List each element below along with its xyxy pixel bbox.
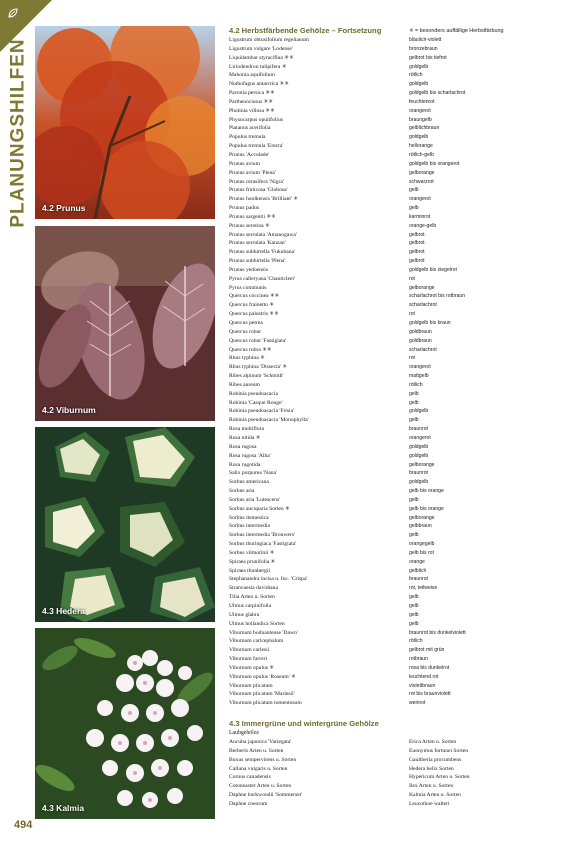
table-row	[229, 328, 569, 337]
table-row	[229, 266, 569, 275]
plant-detail: goldbraun	[409, 337, 432, 344]
plant-name: Quercus robur 'Fastigiata'	[229, 337, 287, 344]
table-row	[229, 275, 569, 284]
plant-detail: braunrot	[409, 426, 428, 433]
sidebar-title-wrapper	[6, 38, 32, 228]
plant-detail: orange	[409, 558, 425, 565]
plant-name: Calluna vulgaris u. Sorten	[229, 765, 288, 772]
plant-detail: goldgelb bis ziegelrot	[409, 266, 457, 273]
plant-name: Parthenocissus ✳✳	[229, 98, 274, 105]
table-row	[229, 434, 569, 443]
plant-detail: gelb	[409, 187, 419, 194]
plant-detail: gelb	[409, 603, 419, 609]
plant-detail: gelb	[409, 532, 419, 539]
photo-hedera	[35, 427, 215, 622]
table-row	[229, 160, 569, 169]
plant-detail: gelbrot	[409, 231, 425, 238]
table-row	[229, 337, 569, 346]
table-row	[229, 133, 569, 142]
table-row	[229, 354, 569, 363]
plant-detail: gelbrot	[409, 240, 425, 247]
plant-detail: rötlich	[409, 381, 423, 388]
table-row	[229, 522, 569, 531]
plant-detail: goldgelb bis orangerot	[409, 160, 460, 167]
plant-detail: Ilex Arten u. Sorten	[409, 783, 454, 790]
plant-name: Sorbus thuringiaca 'Fastigiata'	[229, 541, 297, 548]
table-row	[229, 71, 569, 80]
table-row	[229, 399, 569, 408]
table-row	[229, 346, 569, 355]
plant-name: Populus tremula 'Erecta'	[229, 143, 284, 150]
section2-subheading: Laubgehölze	[229, 730, 259, 737]
plant-name: Prunus serrulata 'Kanzan'	[229, 240, 286, 247]
plant-detail: bläulich-violett	[409, 37, 442, 43]
table-row	[229, 791, 569, 800]
plant-name: Rhus typhina 'Dissecta' ✳	[229, 364, 288, 371]
plant-detail: gelb	[409, 417, 419, 424]
plant-detail: braungelb	[409, 116, 432, 123]
table-row	[229, 151, 569, 160]
plant-detail: orange-gelb	[409, 222, 437, 229]
plant-name: Rosa rugosa 'Alba'	[229, 452, 271, 459]
plant-name: Viburnum carlesii	[229, 647, 270, 654]
plant-detail: rötlich	[409, 638, 423, 645]
plant-detail: orangerot	[409, 107, 431, 114]
photo-kalmia	[35, 628, 215, 819]
plant-detail: leuchtend rot	[409, 673, 439, 680]
plant-detail: karminrot	[409, 213, 431, 220]
table-row	[229, 213, 569, 222]
plant-detail: rötlich	[409, 72, 423, 79]
table-row	[229, 611, 569, 620]
photo-prunus	[35, 26, 215, 219]
table-row	[229, 107, 569, 116]
plant-name: Viburnum plicatum 'Mariesii'	[229, 691, 295, 698]
plant-name: Prunus yedoensis	[229, 266, 269, 273]
plant-name: Cornus canadensis	[229, 774, 271, 781]
table-row	[229, 195, 569, 204]
table-row	[229, 487, 569, 496]
table-row	[229, 248, 569, 257]
plant-name: Platanus acerifolia	[229, 125, 271, 132]
plant-name: Physocarpus opulifolius	[229, 116, 283, 123]
plant-name: Ligustrum vulgare 'Lodense'	[229, 45, 293, 52]
plant-name: Ulmus hollandica Sorten	[229, 620, 285, 627]
plant-name: Prunus cerasifera 'Nigra'	[229, 178, 284, 185]
photo-caption: 4.3 Hedera	[42, 606, 85, 616]
plant-detail: violettbraun	[409, 682, 436, 689]
table-row	[229, 80, 569, 89]
table-row	[229, 381, 569, 390]
plant-detail: gelb	[409, 496, 419, 503]
plant-detail: gelborange	[409, 169, 435, 176]
photo-caption: 4.2 Prunus	[42, 203, 86, 213]
plant-name: Quercus rubra ✳✳	[229, 346, 272, 353]
section2-heading: 4.3 Immergrüne und wintergrüne Gehölze	[229, 719, 379, 729]
plant-name: Rosa rugotida	[229, 461, 261, 468]
plant-detail: goldgelb	[409, 63, 429, 70]
photo-viburnum-image	[35, 226, 215, 421]
plant-name: Pyrus calleryana 'Chanticleer'	[229, 275, 296, 282]
plant-detail: Leucothoe walteri	[409, 800, 450, 807]
plant-name: Viburnum opulus ✳	[229, 664, 275, 671]
photo-prunus-image	[35, 26, 215, 219]
plant-name: Viburnum plicatum	[229, 682, 273, 689]
table-row	[229, 558, 569, 567]
plant-name: Sorbus vilmorinii ✳	[229, 549, 275, 556]
photo-caption: 4.2 Viburnum	[42, 405, 96, 415]
plant-name: Sorbus aria 'Lutescens'	[229, 496, 281, 503]
plant-name: Rhus typhina ✳	[229, 355, 265, 362]
plant-detail: goldgelb	[409, 134, 429, 141]
table-row	[229, 45, 569, 54]
plant-name: Viburnum opulus 'Roseum' ✳	[229, 673, 296, 680]
table-row	[229, 747, 569, 756]
plant-name: Tilia Arten u. Sorten	[229, 594, 275, 601]
plant-detail: gelbrot	[409, 258, 425, 265]
plant-detail: braunrot	[409, 576, 428, 583]
plant-name: Sorbus aucuparia Sorten ✳	[229, 505, 290, 512]
plant-name: Liriodendron tulipifera ✳	[229, 63, 287, 70]
plant-detail: rot	[409, 311, 415, 318]
plant-detail: gelb	[409, 399, 419, 406]
table-row	[229, 36, 569, 45]
plant-detail: bronzebraun	[409, 45, 438, 52]
plant-name: Stranvaesia davidiana	[229, 585, 278, 592]
plant-detail: rotbraun	[409, 656, 428, 663]
plant-detail: gelbbraun	[409, 523, 432, 530]
plant-name: Quercus frainetto ✳	[229, 302, 275, 309]
plant-detail: orangerot	[409, 196, 431, 203]
table-row	[229, 756, 569, 765]
plant-detail: gelborange	[409, 461, 435, 468]
sidebar-title: PLANUNGSHILFEN	[8, 38, 30, 228]
plant-name: Photinia villosa ✳✳	[229, 107, 275, 114]
legend-note: ✳ = besonders auffällige Herbstfärbung	[409, 28, 504, 34]
plant-name: Nothofagus antarctica ✳✳	[229, 81, 290, 88]
plant-name: Spiraea prunifolia ✳	[229, 558, 276, 565]
plant-detail: rot bis braunviolett	[409, 691, 451, 698]
plant-name: Ulmus carpinifolia	[229, 603, 272, 609]
table-row	[229, 310, 569, 319]
table-row	[229, 407, 569, 416]
plant-detail: braunrot bis dunkelviolett	[409, 629, 466, 636]
plant-name: Buxus sempervirens u. Sorten	[229, 756, 297, 763]
table-row	[229, 390, 569, 399]
plant-name: Ulmus glabra	[229, 611, 260, 618]
table-row	[229, 782, 569, 791]
plant-name: Sorbus americana	[229, 479, 269, 486]
plant-detail: goldgelb bis braun	[409, 320, 451, 326]
plant-detail: Hedera helix Sorten	[409, 765, 454, 772]
table-row	[229, 673, 569, 682]
plant-name: Ligustrum obtusifolium regelianum	[229, 37, 309, 43]
table-row	[229, 425, 569, 434]
plant-name: Prunus hoolkensis 'Brilliant' ✳	[229, 196, 299, 203]
table-row	[229, 549, 569, 558]
plant-name: Sorbus aria	[229, 488, 255, 495]
plant-detail: gelbrot	[409, 249, 425, 256]
table-row	[229, 169, 569, 178]
table-row	[229, 602, 569, 611]
plant-detail: rot	[409, 275, 415, 282]
table-row	[229, 89, 569, 98]
table-row	[229, 593, 569, 602]
plant-name: Sorbus domestica	[229, 514, 269, 521]
plant-name: Robinia pseudoacacia	[229, 390, 278, 397]
table-row	[229, 469, 569, 478]
plant-name: Prunus 'Accolade'	[229, 151, 270, 158]
plant-detail: feuchtenrot	[409, 98, 435, 105]
plant-detail: scharlachrot	[409, 302, 437, 309]
plant-name: Quercus petrea	[229, 320, 263, 326]
table-row	[229, 629, 569, 638]
plant-detail: goldgelb	[409, 452, 429, 459]
table-row	[229, 800, 569, 809]
table-row	[229, 363, 569, 372]
table-row	[229, 204, 569, 213]
plant-detail: gelb bis rot	[409, 549, 434, 556]
plant-name: Prunus subhirtella 'Fukubana'	[229, 249, 296, 256]
table-row	[229, 765, 569, 774]
plant-name: Viburnum carlcephalum	[229, 638, 284, 645]
plant-name: Robinia 'Casque Rouge'	[229, 399, 283, 406]
plant-name: Stephanandra incisa u. Inc. 'Crispa'	[229, 576, 308, 583]
table-row	[229, 63, 569, 72]
plant-name: Rosa rugosa	[229, 443, 257, 450]
plant-name: Viburnum farreri	[229, 656, 268, 663]
plant-detail: scharlachrot	[409, 346, 437, 353]
plant-detail: scharlachrot bis rotbraun	[409, 293, 466, 300]
table-row	[229, 461, 569, 470]
plant-detail: goldgelb	[409, 479, 429, 486]
plant-detail: goldbraun	[409, 328, 432, 335]
page-number: 494	[14, 819, 33, 831]
plant-detail: mattgelb	[409, 373, 429, 380]
plant-name: Liquidambar styraciflua ✳✳	[229, 54, 294, 61]
plant-detail: Gaultheria procumbens	[409, 756, 462, 763]
plant-name: Mahonia aquifolium	[229, 72, 275, 79]
table-row	[229, 682, 569, 691]
plant-name: Pyrus communis	[229, 284, 267, 291]
plant-detail: goldgelb	[409, 81, 429, 88]
plant-name: Viburnum bodnantense 'Dawn'	[229, 629, 298, 636]
table-row	[229, 186, 569, 195]
plant-name: Quercus palustris ✳✳	[229, 311, 279, 318]
table-row	[229, 452, 569, 461]
table-row	[229, 292, 569, 301]
table-row	[229, 116, 569, 125]
plant-name: Quercus robur	[229, 328, 262, 335]
plant-name: Prunus serrulata 'Amanogawa'	[229, 231, 297, 238]
plant-name: Daphne cneorum	[229, 800, 268, 807]
table-row	[229, 773, 569, 782]
plant-name: Berberis Arten u. Sorten	[229, 747, 284, 754]
table-row	[229, 699, 569, 708]
plant-name: Prunus padus	[229, 205, 259, 212]
table-row	[229, 575, 569, 584]
plant-name: Parrotia persica ✳✳	[229, 90, 275, 97]
plant-name: Prunus subhirtella 'Plena'	[229, 258, 286, 265]
plant-detail: braunrot	[409, 470, 428, 477]
table-row	[229, 478, 569, 487]
plant-name: Ribes aureum	[229, 381, 260, 388]
plant-name: Spiraea thunbergii	[229, 567, 271, 574]
table-row	[229, 239, 569, 248]
plant-name: Prunus avium	[229, 160, 260, 167]
plant-detail: gelb bis orange	[409, 505, 444, 512]
plant-name: Populus tremula	[229, 134, 266, 141]
table-row	[229, 540, 569, 549]
table-row	[229, 98, 569, 107]
table-row	[229, 567, 569, 576]
plant-detail: gelbrot bis tiefrot	[409, 54, 447, 61]
plant-name: Prunus avium 'Plena'	[229, 169, 276, 176]
plant-detail: gelborange	[409, 514, 435, 521]
plant-detail: gelb	[409, 611, 419, 618]
table-row	[229, 443, 569, 452]
content-column	[229, 26, 569, 809]
photo-viburnum	[35, 226, 215, 421]
plant-name: Ribes alpinum 'Schmidt'	[229, 373, 284, 380]
plant-detail: orangerot	[409, 434, 431, 441]
table-row	[229, 124, 569, 133]
table-row	[229, 142, 569, 151]
section1-heading: 4.2 Herbstfärbende Gehölze – Fortsetzung	[229, 26, 382, 35]
table-row	[229, 416, 569, 425]
table-row	[229, 372, 569, 381]
plant-detail: gelbrot mit grün	[409, 647, 445, 654]
table-row	[229, 584, 569, 593]
table-row	[229, 178, 569, 187]
table-row	[229, 231, 569, 240]
plant-name: Daphne burkwoodii 'Sommerset'	[229, 792, 303, 799]
table-row	[229, 257, 569, 266]
plant-detail: goldgelb	[409, 408, 429, 415]
table-row	[229, 496, 569, 505]
section1-table	[229, 36, 569, 708]
plant-detail: gelblich	[409, 567, 427, 574]
plant-detail: schwarzrot	[409, 178, 434, 185]
table-row	[229, 646, 569, 655]
plant-name: Rosa multiflora	[229, 426, 264, 433]
plant-detail: gelb	[409, 390, 419, 397]
plant-name: Viburnum plicatum tomentosum	[229, 700, 302, 707]
plant-detail: hellorange	[409, 143, 433, 150]
table-row	[229, 514, 569, 523]
plant-name: Sorbus intermedia	[229, 523, 270, 530]
plant-detail: Hypericum Arten u. Sorten	[409, 774, 470, 781]
plant-detail: gelb bis orange	[409, 488, 444, 495]
plant-detail: gelb	[409, 594, 419, 601]
table-row	[229, 319, 569, 328]
plant-name: Sorbus intermedia 'Brouwers'	[229, 532, 296, 539]
plant-detail: gelborange	[409, 284, 435, 291]
photo-kalmia-image	[35, 628, 215, 819]
table-row	[229, 301, 569, 310]
photo-hedera-image	[35, 427, 215, 622]
table-row	[229, 620, 569, 629]
plant-name: Aucuba japonica 'Variegata'	[229, 738, 292, 745]
plant-name: Robinia pseudoacacia 'Monophylla'	[229, 417, 309, 424]
plant-detail: goldgelb	[409, 443, 429, 450]
plant-name: Prunus sargentii ✳✳	[229, 213, 276, 220]
plant-detail: gelblichbraun	[409, 125, 440, 132]
table-row	[229, 284, 569, 293]
table-row	[229, 655, 569, 664]
photo-caption: 4.3 Kalmia	[42, 803, 85, 813]
table-row	[229, 738, 569, 747]
plant-detail: goldgelb bis scharlachrot	[409, 90, 466, 97]
leaf-icon	[6, 6, 20, 20]
table-row	[229, 505, 569, 514]
plant-detail: Erica Arten u. Sorten	[409, 738, 457, 745]
plant-detail: orangegelb	[409, 541, 435, 548]
plant-name: Salix purpurea 'Nana'	[229, 470, 277, 477]
plant-detail: rosa bis dunkelrot	[409, 664, 450, 671]
plant-name: Prunus serotina ✳	[229, 222, 270, 229]
plant-detail: gelb	[409, 620, 419, 627]
plant-name: Cotoneaster Arten u. Sorten	[229, 783, 292, 790]
table-row	[229, 637, 569, 646]
plant-name: Quercus coccinea ✳✳	[229, 293, 280, 300]
plant-name: Robinia pseudoacacia 'Frisia'	[229, 408, 295, 415]
plant-detail: weinrot	[409, 700, 426, 707]
plant-detail: Euonymus fortunei Sorten	[409, 747, 469, 754]
plant-detail: Kalmia Arten u. Sorten	[409, 792, 461, 799]
plant-detail: rot	[409, 355, 415, 362]
plant-detail: rot, teilweise	[409, 585, 438, 592]
plant-detail: rötlich-gelb	[409, 151, 434, 158]
table-row	[229, 690, 569, 699]
table-row	[229, 531, 569, 540]
plant-detail: gelb	[409, 205, 419, 212]
section2-table	[229, 738, 569, 809]
table-row	[229, 664, 569, 673]
table-row	[229, 222, 569, 231]
plant-detail: orangerot	[409, 364, 431, 371]
plant-name: Prunus fruticosa 'Globosa'	[229, 187, 288, 194]
table-row	[229, 54, 569, 63]
plant-name: Rosa nitida ✳	[229, 434, 261, 441]
